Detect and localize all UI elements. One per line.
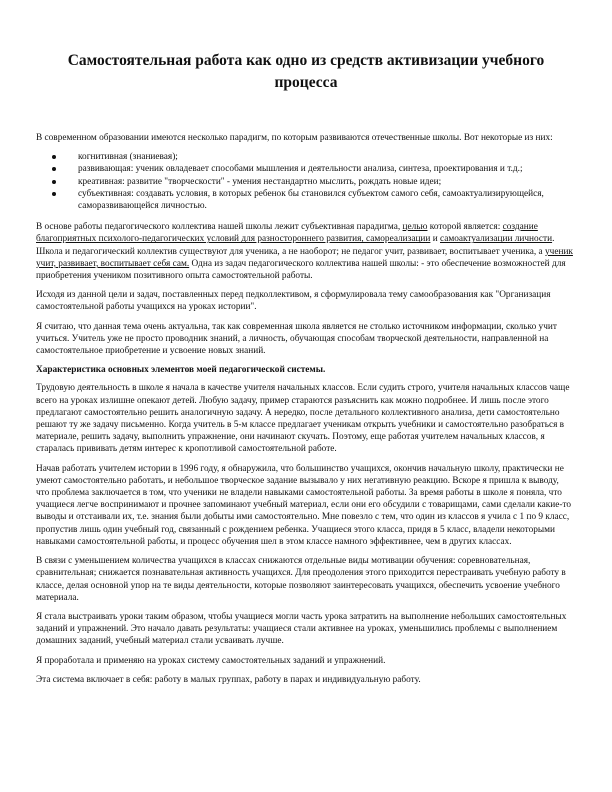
text-segment: и xyxy=(430,234,440,245)
motivation-paragraph: В связи с уменьшением количества учащихся в классах снижаются отдельные виды мотивации обучения: соревновательная, сравнительная; снижается познавательная активность учащихся. Для преодоления этого приходится перестраивать учебную работу в классе, делая основной упор на те виды деятельности, которые позволяют заинтересовать учащихся, обеспечить усвоение учебного материала. xyxy=(36,556,566,603)
list-item xyxy=(78,163,574,175)
task-system-paragraph: Я проработала и применяю на уроках систему самостоятельных заданий и упражнений. xyxy=(36,655,386,666)
underlined-text: целью xyxy=(402,222,428,233)
history-teacher-paragraph: Начав работать учителем истории в 1996 году, я обнаружила, что большинство учащихся, окончив начальную школу, практически не умеют самостоятельно работать, и небольшое творческое задание вызывало у них негативную реакцию. Вскоре я пришла к выводу, что проблема заключается в том, что ученики не владели навыками самостоятельной работы. За время работы в школе я поняла, что учащиеся легче воспринимают и прочнее запоминают учебный материал, если они его обсудили с товарищами, сами сделали какие-то выводы и отстаивали их, т.е. знания были добыты ими самостоятельно. Мне повезло с тем, что один из классов я учила с 1 по 9 класс, пропустив лишь один учебный год, связанный с рождением ребенка. Учащиеся этого класса, придя в 5 класс, владели некоторыми навыками самостоятельной работы, и процесс обучения шел в этом классе намного эффективнее, чем в других классах. xyxy=(36,463,572,547)
lesson-structure-paragraph: Я стала выстраивать уроки таким образом, чтобы учащиеся могли часть урока затратить на выполнение небольших самостоятельных заданий и упражнений. Это начало давать результаты: учащиеся стали активнее на уроках, уменьшились проблемы с выполнением домашних заданий, учебный материал стали усваивать лучше. xyxy=(36,611,567,647)
section-heading: Характеристика основных элементов моей педагогической системы. xyxy=(36,365,326,376)
list-item-text: когнитивная (знаниевая); xyxy=(78,152,178,163)
paradigm-list xyxy=(36,151,574,212)
underlined-text: создание благоприятных психолого-педагогических условий для разностороннего развития, самореализации xyxy=(36,222,538,245)
list-item xyxy=(78,188,574,212)
bullet-icon xyxy=(52,155,56,159)
self-education-paragraph: Исходя из данной цели и задач, поставленных перед педколлективом, я сформулировала тему самообразования как "Организация самостоятельной работы учащихся на уроках истории". xyxy=(36,290,551,313)
list-item xyxy=(78,151,574,163)
underlined-text: ученик учит, развивает, воспитывает себя сам. xyxy=(36,246,573,269)
text-segment: которой является: xyxy=(427,222,503,233)
bullet-icon xyxy=(52,192,56,196)
school-goal-paragraph xyxy=(36,221,574,282)
list-item-text: субъективная: создавать условия, в которых ребенок бы становился субъектом самого себя, самоактуализирующейся, саморазвивающейся личностью. xyxy=(78,188,544,212)
bullet-icon xyxy=(52,180,56,184)
primary-teacher-paragraph: Трудовую деятельность в школе я начала в качестве учителя начальных классов. Если судить строго, учителя начальных классов чаще всего на уроках излишне опекают детей. Любую задачу, пример стараются разъяснить как можно подробнее. И лишь после этого предлагают самостоятельно решить аналогичную задачу. А нередко, после детального коллективного анализа, дети самостоятельно решают ту же задачу письменно. Когда учитель в 5-м классе предлагает ученикам открыть учебники и самостоятельно разобраться в материале, решить задачу, выполнить упражнение, они начинают скучать. Поэтому, еще работая учителем начальных классов, я старалась прививать детям интерес к кропотливой самостоятельной работе. xyxy=(36,383,570,455)
intro-paragraph: В современном образовании имеются несколько парадигм, по которым развиваются отечественные школы. Вот некоторые из них: xyxy=(36,133,553,143)
list-item-text: креативная: развитие "творческости" - умения нестандартно мыслить, рождать новые идеи; xyxy=(78,176,442,187)
underlined-text: самоактуализации личности xyxy=(440,234,553,245)
text-segment: Одна из задач педагогического коллектива нашей школы: - это обеспечение возможностей для приобретения учеником позитивного опыта самостоятельной работы. xyxy=(36,258,566,282)
document-body xyxy=(36,132,574,693)
list-item xyxy=(78,176,574,188)
bullet-icon xyxy=(52,167,56,171)
page-title: Самостоятельная работа как одно из средств активизации учебного процесса xyxy=(67,52,545,91)
relevance-paragraph: Я считаю, что данная тема очень актуальна, так как современная школа является не столько источником информации, сколько учит учиться. Учитель уже не просто проводник знаний, а личность, обучающая способам творческой деятельности, направленной на самостоятельное приобретение и усвоение новых знаний. xyxy=(36,321,557,357)
work-forms-paragraph: Эта система включает в себя: работу в малых группах, работу в парах и индивидуальную работу. xyxy=(36,674,421,685)
list-item-text: развивающая: ученик овладевает способами мышления и деятельности анализа, синтеза, проектирования и т.д.; xyxy=(78,164,523,175)
text-segment: . Школа и педагогический коллектив существуют для ученика, а не наоборот; не педагог учит, развивает, воспитывает ученика, а xyxy=(36,234,555,257)
text-segment: В основе работы педагогического коллектива нашей школы лежит субъективная парадигма, xyxy=(36,222,403,233)
